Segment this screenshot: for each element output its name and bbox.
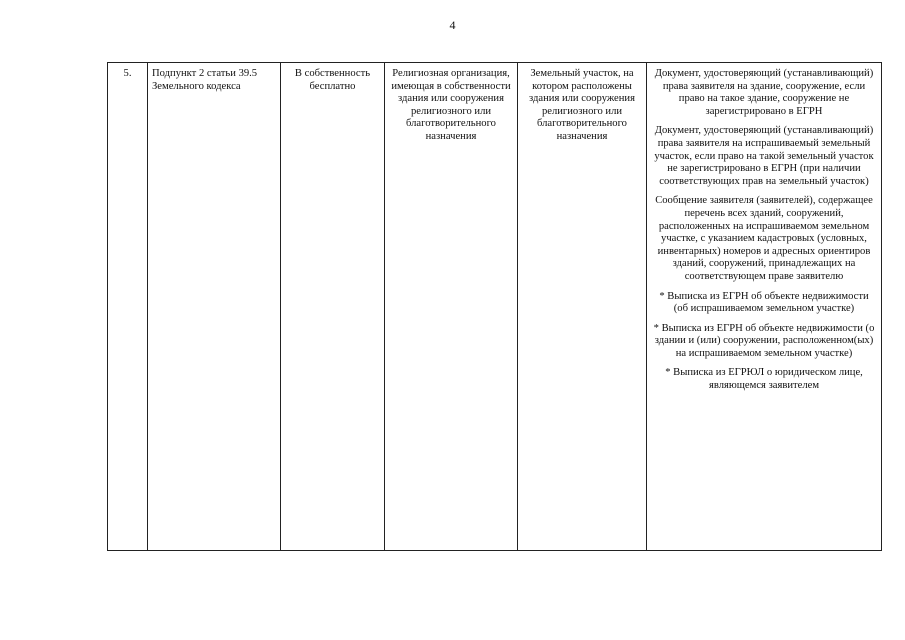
documents-cell [647, 63, 882, 551]
document-item: Документ, удостоверяющий (устанавливающий) права заявителя на испрашиваемый земельный участок, если право на такой земельный участок не зарегистрировано в ЕГРН (при наличии соответствующих прав на земельный участок) [654, 125, 874, 187]
page-number: 4 [449, 18, 456, 32]
document-item: * Выписка из ЕГРЮЛ о юридическом лице, являющемся заявителем [665, 367, 863, 392]
condition-cell: В собственность бесплатно [281, 63, 385, 551]
row-number: 5. [108, 63, 148, 551]
land-plot-cell: Земельный участок, на котором расположены здания или сооружения религиозного или благотворительного назначения [518, 63, 647, 551]
applicant-cell: Религиозная организация, имеющая в собственности здания или сооружения религиозного или благотворительного назначения [385, 63, 518, 551]
document-item: * Выписка из ЕГРН об объекте недвижимости (об испрашиваемом земельном участке) [659, 290, 869, 315]
document-item: Документ, удостоверяющий (устанавливающий) права заявителя на здание, сооружение, если право на такое здание, сооружение не зарегистрировано в ЕГРН [654, 68, 874, 117]
table-row [108, 63, 882, 551]
document-item: Сообщение заявителя (заявителей), содержащее перечень всех зданий, сооружений, расположенных на испрашиваемом земельном участке, с указанием кадастровых (условных, инвентарных) номеров и адресных ориентиров зданий, сооружений, принадлежащих на соответствующем праве заявителю [655, 195, 873, 282]
document-item: * Выписка из ЕГРН об объекте недвижимости (о здании и (или) сооружении, расположенном(ых) на испрашиваемом земельном участке) [653, 322, 875, 359]
services-table [107, 62, 882, 551]
legal-basis-cell: Подпункт 2 статьи 39.5 Земельного кодекса [148, 63, 281, 551]
